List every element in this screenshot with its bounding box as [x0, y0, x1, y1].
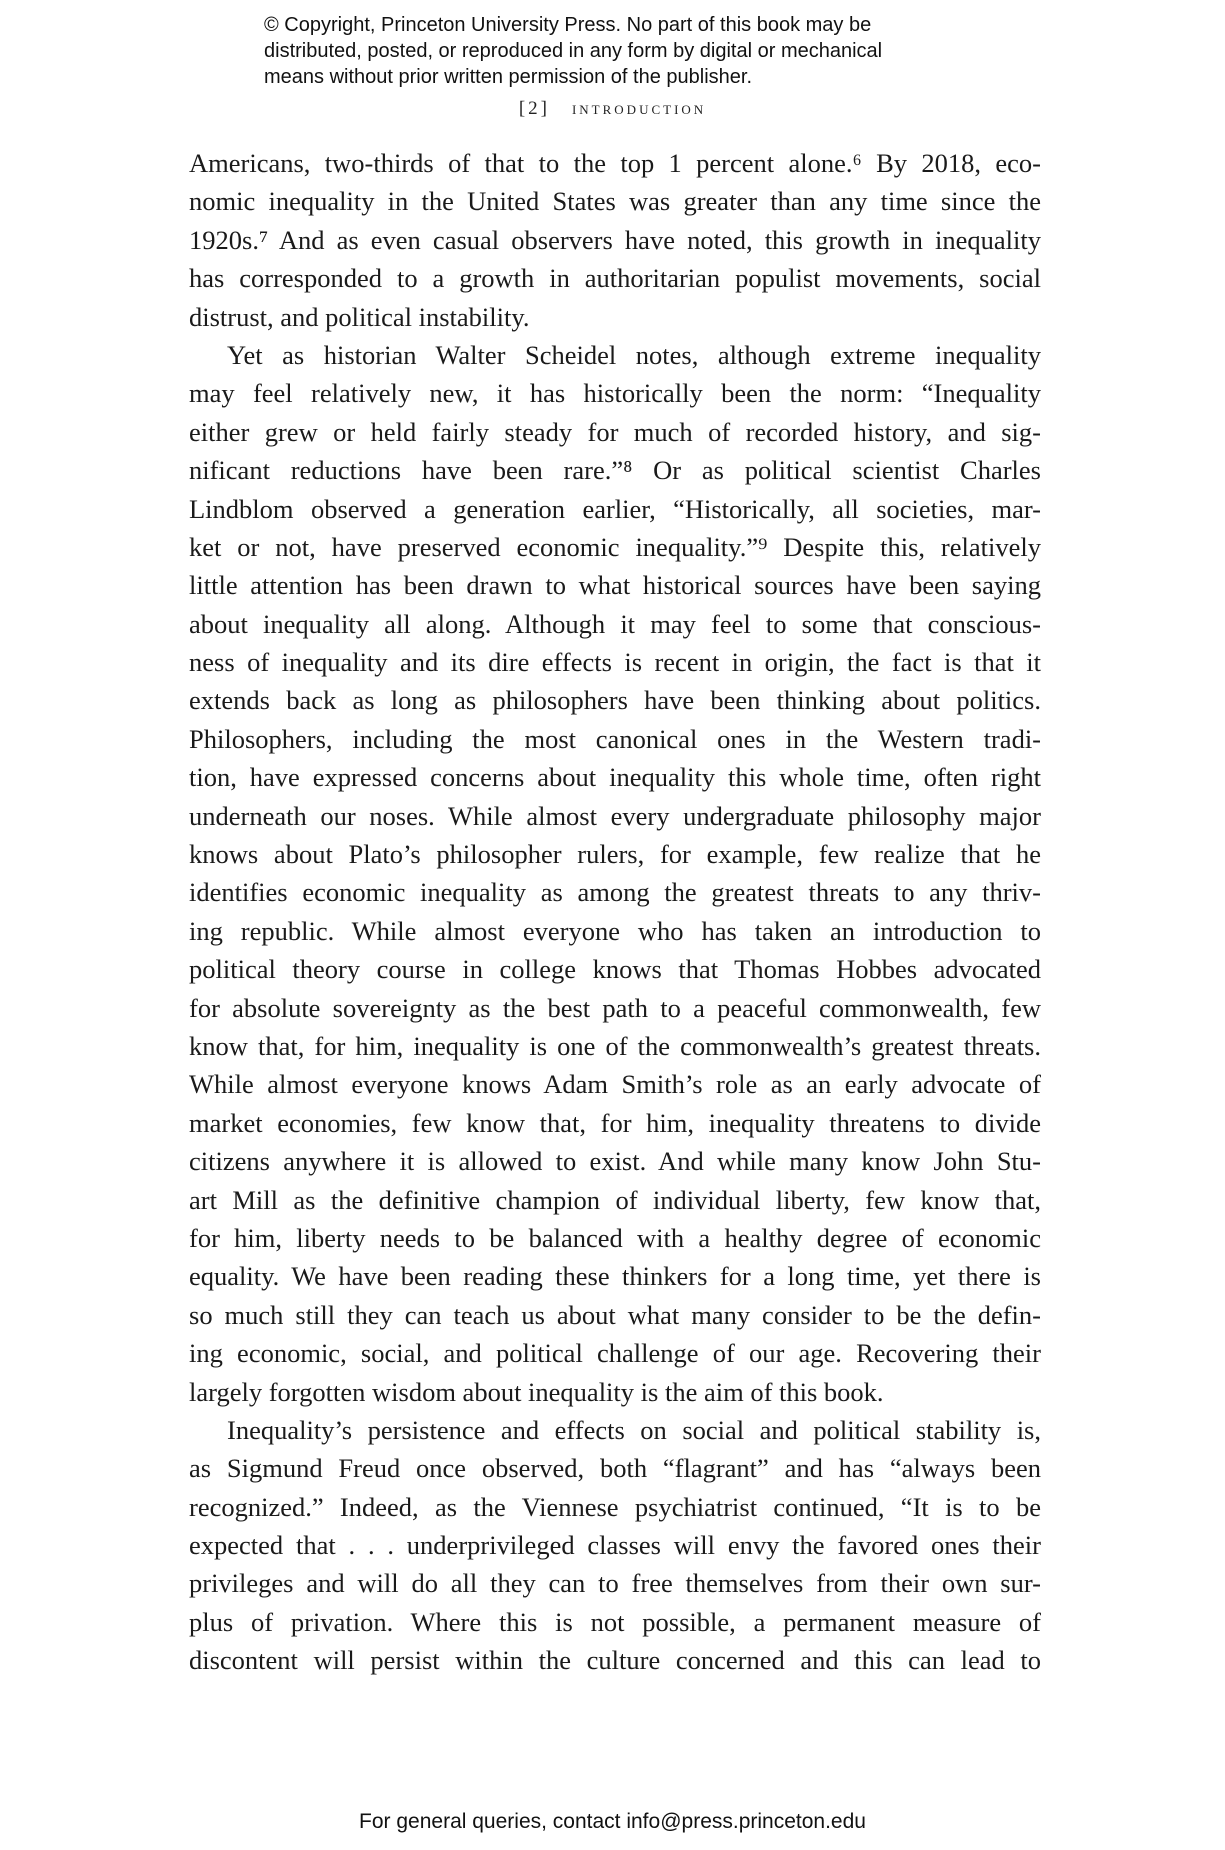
text-line: about inequality all along. Although it may feel to some that conscious- [189, 608, 1041, 639]
text-line: expected that . . . underprivileged classes will envy the favored ones their [189, 1530, 1041, 1561]
section-title: introduction [571, 98, 707, 119]
text-line: privileges and will do all they can to free themselves from their own sur- [189, 1568, 1041, 1599]
text-line: so much still they can teach us about what many consider to be the defin- [189, 1299, 1041, 1330]
text-line: ing republic. While almost everyone who has taken an introduction to [189, 915, 1041, 946]
text-line: nificant reductions have been rare.”⁸ Or as political scientist Charles [189, 455, 1041, 486]
text-line: ing economic, social, and political challenge of our age. Recovering their [189, 1338, 1041, 1369]
text-line: know that, for him, inequality is one of the commonwealth’s greatest threats. [189, 1030, 1041, 1061]
text-line: citizens anywhere it is allowed to exist. And while many know John Stu- [189, 1146, 1041, 1177]
text-line: distrust, and political instability. [189, 301, 530, 332]
text-line: either grew or held fairly steady for much of recorded history, and sig- [189, 416, 1041, 447]
text-line: knows about Plato’s philosopher rulers, for example, few realize that he [189, 839, 1041, 870]
page-number: [2] [518, 98, 550, 119]
text-line: tion, have expressed concerns about inequality this whole time, often right [189, 762, 1041, 793]
text-line: recognized.” Indeed, as the Viennese psychiatrist continued, “It is to be [189, 1491, 1041, 1522]
text-line: 1920s.⁷ And as even casual observers have noted, this growth in inequality [189, 224, 1041, 255]
text-line: Philosophers, including the most canonical ones in the Western tradi- [189, 723, 1041, 754]
text-line: little attention has been drawn to what historical sources have been saying [189, 570, 1041, 601]
text-line: extends back as long as philosophers have been thinking about politics. [189, 685, 1041, 716]
text-line: art Mill as the definitive champion of individual liberty, few know that, [189, 1184, 1041, 1215]
copyright-notice: © Copyright, Princeton University Press. No part of this book may be distributed, posted, or reproduced in any form by digital or mechanical means without prior written permission of the publisher. [264, 14, 883, 88]
text-line: has corresponded to a growth in authoritarian populist movements, social [189, 263, 1041, 294]
body-text [189, 144, 1041, 1680]
text-line: plus of privation. Where this is not possible, a permanent measure of [189, 1606, 1041, 1637]
text-line: Yet as historian Walter Scheidel notes, although extreme inequality [227, 339, 1041, 370]
text-line: Americans, two-thirds of that to the top 1 percent alone.⁶ By 2018, eco- [189, 148, 1041, 178]
text-line: as Sigmund Freud once observed, both “flagrant” and has “always been [189, 1453, 1041, 1484]
text-line: Inequality’s persistence and effects on social and political stability is, [227, 1414, 1041, 1445]
text-line: While almost everyone knows Adam Smith’s role as an early advocate of [189, 1069, 1041, 1100]
text-line: nomic inequality in the United States was greater than any time since the [189, 186, 1041, 217]
text-line: for him, liberty needs to be balanced with a healthy degree of economic [189, 1222, 1041, 1253]
text-line: underneath our noses. While almost every undergraduate philosophy major [189, 800, 1041, 831]
text-line: Lindblom observed a generation earlier, “Historically, all societies, mar- [189, 493, 1041, 524]
text-line: market economies, few know that, for him, inequality threatens to divide [189, 1107, 1041, 1138]
footer-contact: For general queries, contact info@press.princeton.edu [359, 1810, 866, 1833]
text-line: for absolute sovereignty as the best path to a peaceful commonwealth, few [189, 992, 1041, 1023]
text-line: largely forgotten wisdom about inequality is the aim of this book. [189, 1376, 884, 1407]
text-line: may feel relatively new, it has historically been the norm: “Inequality [189, 378, 1041, 409]
text-line: political theory course in college knows that Thomas Hobbes advocated [189, 954, 1041, 985]
text-line: ness of inequality and its dire effects is recent in origin, the fact is that it [189, 647, 1041, 678]
text-line: identifies economic inequality as among the greatest threats to any thriv- [189, 877, 1041, 908]
text-line: equality. We have been reading these thinkers for a long time, yet there is [189, 1261, 1041, 1292]
text-line: discontent will persist within the culture concerned and this can lead to [189, 1645, 1041, 1676]
running-head [0, 98, 1225, 120]
text-line: ket or not, have preserved economic inequality.”⁹ Despite this, relatively [189, 531, 1041, 562]
